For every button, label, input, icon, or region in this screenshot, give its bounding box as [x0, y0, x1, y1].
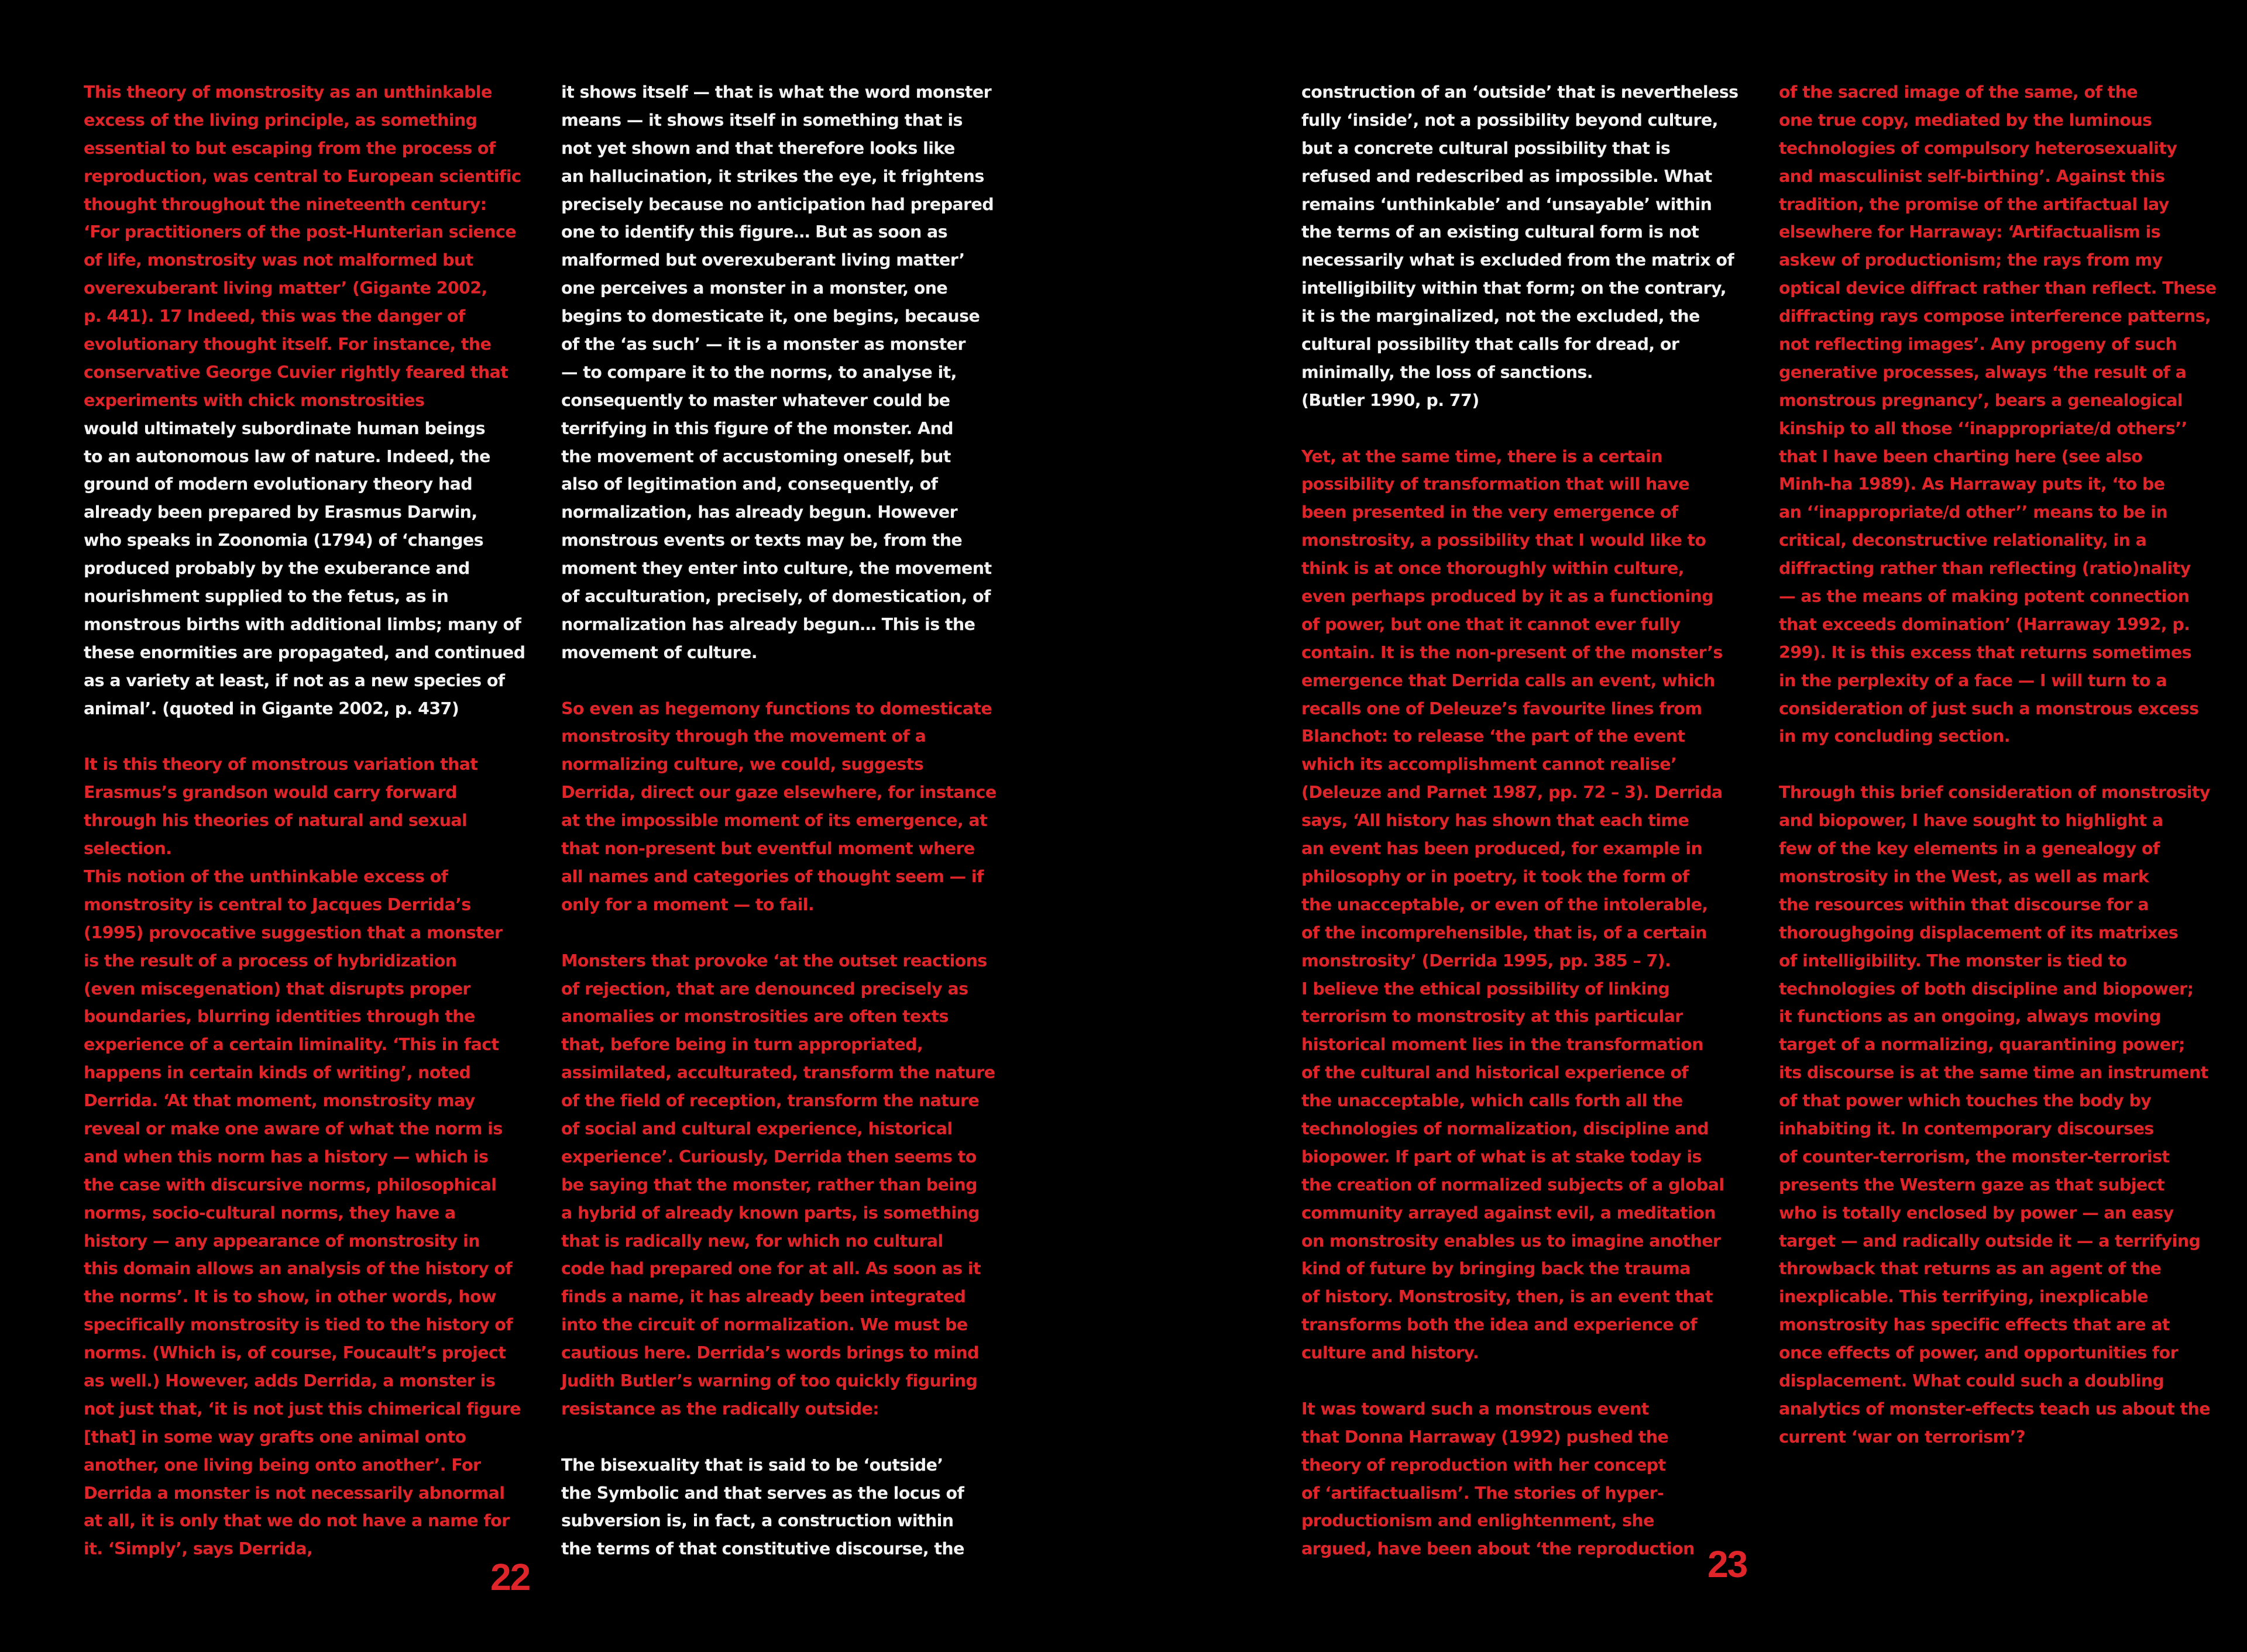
text-line: as a variety at least, if not as a new species of — [84, 670, 505, 690]
text-line: into the circuit of normalization. We must be — [561, 1315, 968, 1335]
text-line: emergence that Derrida calls an event, which — [1301, 670, 1715, 690]
text-line: code had prepared one for at all. As soon as it — [561, 1259, 981, 1279]
text-line: transforms both the idea and experience of — [1301, 1315, 1698, 1335]
page-23-column-1 — [1301, 78, 1738, 1563]
text-line: experience of a certain liminality. ‘This in fact — [84, 1035, 499, 1055]
text-line: moment they enter into culture, the movement — [561, 559, 992, 579]
text-line: which its accomplishment cannot realise’ — [1301, 755, 1677, 775]
text-line: reproduction, was central to European scientific — [84, 166, 521, 186]
text-line: tradition, the promise of the artifactual lay — [1779, 194, 2169, 214]
text-line: reveal or make one aware of what the norm is — [84, 1118, 503, 1138]
text-line: history — any appearance of monstrosity in — [84, 1231, 480, 1251]
text-line: animal’. (quoted in Gigante 2002, p. 437) — [84, 698, 459, 718]
text-line: also of legitimation and, consequently, of — [561, 474, 938, 494]
text-line: assimilated, acculturated, transform the nature — [561, 1063, 995, 1083]
text-line: Through this brief consideration of monstrosity — [1779, 783, 2210, 803]
text-line: normalization, has already begun. However — [561, 503, 958, 522]
text-line: This notion of the unthinkable excess of — [84, 866, 448, 886]
text-line: the terms of that constitutive discourse, the — [561, 1539, 964, 1559]
text-line: — to compare it to the norms, to analyse it, — [561, 362, 957, 382]
text-line: is the result of a process of hybridization — [84, 951, 457, 970]
text-line: inexplicable. This terrifying, inexplicable — [1779, 1287, 2149, 1307]
text-line: recalls one of Deleuze’s favourite lines from — [1301, 698, 1702, 718]
text-line: remains ‘unthinkable’ and ‘unsayable’ within — [1301, 194, 1712, 214]
text-line: of acculturation, precisely, of domestication, of — [561, 587, 991, 607]
text-line: that non-present but eventful moment where — [561, 839, 975, 859]
text-line: that exceeds domination’ (Harraway 1992, p. — [1779, 614, 2190, 634]
text-line: a hybrid of already known parts, is something — [561, 1203, 980, 1223]
text-line: technologies of normalization, discipline and — [1301, 1118, 1709, 1138]
text-line: of the sacred image of the same, of the — [1779, 82, 2138, 102]
text-line: through his theories of natural and sexual — [84, 811, 468, 831]
text-line: displacement. What could such a doubling — [1779, 1371, 2164, 1391]
text-line: diffracting rays compose interference patterns, — [1779, 307, 2211, 326]
text-line: (Deleuze and Parnet 1987, pp. 72 – 3). Derrida — [1301, 783, 1723, 803]
text-line: in the perplexity of a face — I will turn to a — [1779, 670, 2167, 690]
text-line: at all, it is only that we do not have a name for — [84, 1511, 510, 1531]
text-line: Erasmus’s grandson would carry forward — [84, 783, 457, 803]
text-line: optical device diffract rather than reflect. These — [1779, 278, 2217, 298]
text-line: terrifying in this figure of the monster. And — [561, 418, 953, 438]
text-line: of history. Monstrosity, then, is an event that — [1301, 1287, 1713, 1307]
text-line: the norms’. It is to show, in other words, how — [84, 1287, 496, 1307]
text-line: on monstrosity enables us to imagine another — [1301, 1231, 1721, 1251]
text-line: it is the marginalized, not the excluded, the — [1301, 307, 1700, 326]
text-line: been presented in the very emergence of — [1301, 503, 1678, 522]
text-line: This theory of monstrosity as an unthinkable — [84, 82, 492, 102]
text-line: of counter-terrorism, the monster-terrorist — [1779, 1147, 2170, 1166]
text-line: monstrosity, a possibility that I would like to — [1301, 531, 1706, 550]
text-line: says, ‘All history has shown that each time — [1301, 811, 1689, 831]
text-line: philosophy or in poetry, it took the form of — [1301, 866, 1689, 886]
text-line: an hallucination, it strikes the eye, it frightens — [561, 166, 984, 186]
text-line: but a concrete cultural possibility that is — [1301, 138, 1671, 158]
page-number-left: 22 — [490, 1556, 530, 1598]
text-line: the movement of accustoming oneself, but — [561, 446, 951, 466]
text-line: norms, socio-cultural norms, they have a — [84, 1203, 456, 1223]
text-line: Derrida a monster is not necessarily abnormal — [84, 1483, 505, 1503]
text-line: diffracting rather than reflecting (ratio)nality — [1779, 559, 2191, 579]
text-line: consequently to master whatever could be — [561, 390, 950, 410]
text-line: Judith Butler’s warning of too quickly figuring — [561, 1371, 978, 1391]
text-line: of rejection, that are denounced precisely as — [561, 979, 968, 999]
text-line: elsewhere for Harraway: ‘Artifactualism is — [1779, 222, 2160, 242]
text-line: an event has been produced, for example in — [1301, 839, 1703, 859]
text-line: excess of the living principle, as something — [84, 110, 477, 130]
text-line: not reflecting images’. Any progeny of such — [1779, 335, 2177, 355]
text-line: construction of an ‘outside’ that is nevertheless — [1301, 82, 1738, 102]
text-line: not just that, ‘it is not just this chimerical figure — [84, 1399, 521, 1419]
text-line: Derrida, direct our gaze elsewhere, for instance — [561, 783, 997, 803]
text-line: these enormities are propagated, and continued — [84, 642, 525, 662]
text-line: target of a normalizing, quarantining power; — [1779, 1035, 2185, 1055]
text-line: think is at once thoroughly within culture, — [1301, 559, 1684, 579]
text-line: It is this theory of monstrous variation that — [84, 755, 478, 775]
text-line: of social and cultural experience, historical — [561, 1118, 953, 1138]
text-line: this domain allows an analysis of the history of — [84, 1259, 513, 1279]
text-line: p. 441). 17 Indeed, this was the danger of — [84, 307, 465, 326]
paragraph-gap — [561, 919, 956, 947]
text-line: one to identify this figure… But as soon as — [561, 222, 947, 242]
text-line: not yet shown and that therefore looks like — [561, 138, 955, 158]
text-line: the unacceptable, or even of the intolerable, — [1301, 894, 1708, 914]
text-line: even perhaps produced by it as a functioning — [1301, 587, 1713, 607]
text-line: and biopower, I have sought to highlight a — [1779, 811, 2163, 831]
text-line: all names and categories of thought seem — if — [561, 866, 984, 886]
text-line: Derrida. ‘At that moment, monstrosity may — [84, 1091, 475, 1111]
text-line: would ultimately subordinate human beings — [84, 418, 486, 438]
text-line: produced probably by the exuberance and — [84, 559, 470, 579]
text-line: of life, monstrosity was not malformed but — [84, 250, 473, 270]
page-number-right: 23 — [1707, 1543, 1747, 1585]
text-line: boundaries, blurring identities through the — [84, 1007, 475, 1027]
text-line: normalization has already begun… This is the — [561, 614, 975, 634]
text-line: precisely because no anticipation had prepared — [561, 194, 994, 214]
text-line: malformed but overexuberant living matter’ — [561, 250, 965, 270]
text-line: current ‘war on terrorism’? — [1779, 1427, 2025, 1447]
text-line: Blanchot: to release ‘the part of the event — [1301, 727, 1685, 746]
text-line: possibility of transformation that will have — [1301, 474, 1689, 494]
text-line: in my concluding section. — [1779, 727, 2010, 746]
text-line: once effects of power, and opportunities for — [1779, 1343, 2179, 1363]
text-line: throwback that returns as an agent of the — [1779, 1259, 2162, 1279]
text-line: one perceives a monster in a monster, one — [561, 278, 948, 298]
text-line: anomalies or monstrosities are often texts — [561, 1007, 949, 1027]
paragraph-gap — [561, 1423, 956, 1451]
text-line: norms. (Which is, of course, Foucault’s project — [84, 1343, 506, 1363]
paragraph-gap — [1301, 415, 1696, 443]
text-line: an ‘‘inappropriate/d other’’ means to be in — [1779, 503, 2168, 522]
text-line: its discourse is at the same time an instrument — [1779, 1063, 2208, 1083]
text-line: it functions as an ongoing, always moving — [1779, 1007, 2161, 1027]
text-line: Yet, at the same time, there is a certain — [1301, 446, 1662, 466]
text-line: monstrosity in the West, as well as mark — [1779, 866, 2149, 886]
text-line: cautious here. Derrida’s words brings to mind — [561, 1343, 979, 1363]
text-line: experience’. Curiously, Derrida then seems to — [561, 1147, 977, 1166]
text-line: the creation of normalized subjects of a global — [1301, 1175, 1724, 1195]
text-line: inhabiting it. In contemporary discourses — [1779, 1118, 2154, 1138]
text-line: experiments with chick monstrosities — [84, 390, 425, 410]
text-line: and masculinist self-birthing’. Against this — [1779, 166, 2165, 186]
page-22-column-2 — [561, 78, 997, 1563]
text-line: another, one living being onto another’. For — [84, 1455, 481, 1475]
text-line: essential to but escaping from the process of — [84, 138, 496, 158]
text-line: presents the Western gaze as that subject — [1779, 1175, 2164, 1195]
text-line: consideration of just such a monstrous excess — [1779, 698, 2199, 718]
text-line: of the ‘as such’ — it is a monster as monster — [561, 335, 966, 355]
text-line: So even as hegemony functions to domesticate — [561, 698, 992, 718]
text-line: of that power which touches the body by — [1779, 1091, 2152, 1111]
text-line: movement of culture. — [561, 642, 758, 662]
text-line: terrorism to monstrosity at this particular — [1301, 1007, 1683, 1027]
text-line: monstrous births with additional limbs; many of — [84, 614, 521, 634]
text-line: of the cultural and historical experience of — [1301, 1063, 1689, 1083]
text-line: It was toward such a monstrous event — [1301, 1399, 1649, 1419]
text-line: Monsters that provoke ‘at the outset reactions — [561, 951, 987, 970]
paragraph-gap — [1779, 751, 2174, 779]
text-line: overexuberant living matter’ (Gigante 2002, — [84, 278, 487, 298]
page-23-column-2 — [1779, 78, 2217, 1451]
text-line: conservative George Cuvier rightly feared that — [84, 362, 509, 382]
text-line: askew of productionism; the rays from my — [1779, 250, 2163, 270]
text-line: the Symbolic and that serves as the locus of — [561, 1483, 964, 1503]
text-line: evolutionary thought itself. For instance, the — [84, 335, 492, 355]
text-line: technologies of both discipline and biopower; — [1779, 979, 2194, 999]
text-line: contain. It is the non-present of the monster’s — [1301, 642, 1723, 662]
text-line: that, before being in turn appropriated, — [561, 1035, 923, 1055]
text-line: (even miscegenation) that disrupts proper — [84, 979, 470, 999]
text-line: monstrosity’ (Derrida 1995, pp. 385 – 7). — [1301, 951, 1671, 970]
text-line: thought throughout the nineteenth century: — [84, 194, 487, 214]
text-line: finds a name, it has already been integrated — [561, 1287, 966, 1307]
text-line: specifically monstrosity is tied to the history of — [84, 1315, 513, 1335]
text-line: The bisexuality that is said to be ‘outside’ — [561, 1455, 943, 1475]
page-22-column-1 — [84, 78, 525, 1563]
text-line: cultural possibility that calls for dread, or — [1301, 335, 1679, 355]
text-line: historical moment lies in the transformation — [1301, 1035, 1703, 1055]
text-line: that I have been charting here (see also — [1779, 446, 2143, 466]
text-line: ground of modern evolutionary theory had — [84, 474, 473, 494]
text-line: I believe the ethical possibility of linking — [1301, 979, 1670, 999]
text-line: of power, but one that it cannot ever fully — [1301, 614, 1681, 634]
text-line: few of the key elements in a genealogy of — [1779, 839, 2160, 859]
text-line: monstrosity is central to Jacques Derrida’s — [84, 894, 471, 914]
text-line: refused and redescribed as impossible. What — [1301, 166, 1712, 186]
text-line: monstrosity has specific effects that are at — [1779, 1315, 2170, 1335]
text-line: at the impossible moment of its emergence, at — [561, 811, 988, 831]
text-line: culture and history. — [1301, 1343, 1479, 1363]
text-line: (Butler 1990, p. 77) — [1301, 390, 1479, 410]
text-line: the case with discursive norms, philosophical — [84, 1175, 497, 1195]
text-line: resistance as the radically outside: — [561, 1399, 879, 1419]
text-line: happens in certain kinds of writing’, noted — [84, 1063, 471, 1083]
text-line: begins to domesticate it, one begins, because — [561, 307, 980, 326]
text-line: monstrous events or texts may be, from the — [561, 531, 963, 550]
paragraph-gap — [84, 722, 479, 751]
text-line: biopower. If part of what is at stake today is — [1301, 1147, 1702, 1166]
text-line: necessarily what is excluded from the matrix of — [1301, 250, 1734, 270]
text-line: fully ‘inside’, not a possibility beyond culture, — [1301, 110, 1718, 130]
text-line: (1995) provocative suggestion that a monster — [84, 923, 503, 942]
text-line: as well.) However, adds Derrida, a monster is — [84, 1371, 496, 1391]
text-line: of the field of reception, transform the nature — [561, 1091, 980, 1111]
text-line: of the incomprehensible, that is, of a certain — [1301, 923, 1707, 942]
text-line: and when this norm has a history — which is — [84, 1147, 489, 1166]
text-line: it. ‘Simply’, says Derrida, — [84, 1539, 313, 1559]
text-line: productionism and enlightenment, she — [1301, 1511, 1654, 1531]
text-line: one true copy, mediated by the luminous — [1779, 110, 2152, 130]
text-line: that is radically new, for which no cultural — [561, 1231, 943, 1251]
text-line: ‘For practitioners of the post-Hunterian science — [84, 222, 516, 242]
text-line: normalizing culture, we could, suggests — [561, 755, 924, 775]
text-line: already been prepared by Erasmus Darwin, — [84, 503, 477, 522]
text-line: generative processes, always ‘the result of a — [1779, 362, 2187, 382]
paragraph-gap — [1301, 1367, 1696, 1395]
text-line: the terms of an existing cultural form is not — [1301, 222, 1699, 242]
text-line: Minh-ha 1989). As Harraway puts it, ‘to be — [1779, 474, 2165, 494]
text-line: monstrous pregnancy’, bears a genealogical — [1779, 390, 2183, 410]
text-line: means — it shows itself in something that is — [561, 110, 963, 130]
text-line: to an autonomous law of nature. Indeed, the — [84, 446, 490, 466]
text-line: critical, deconstructive relationality, in a — [1779, 531, 2147, 550]
text-line: — as the means of making potent connection — [1779, 587, 2190, 607]
text-line: kinship to all those ‘‘inappropriate/d others’’ — [1779, 418, 2187, 438]
paragraph-gap — [561, 667, 956, 695]
text-line: be saying that the monster, rather than being — [561, 1175, 977, 1195]
text-line: of intelligibility. The monster is tied to — [1779, 951, 2127, 970]
text-line: monstrosity through the movement of a — [561, 727, 926, 746]
text-line: who speaks in Zoonomia (1794) of ‘changes — [84, 531, 484, 550]
text-line: technologies of compulsory heterosexuality — [1779, 138, 2177, 158]
text-line: subversion is, in fact, a construction within — [561, 1511, 954, 1531]
text-line: community arrayed against evil, a meditation — [1301, 1203, 1716, 1223]
text-line: it shows itself — that is what the word monster — [561, 82, 992, 102]
text-line: the unacceptable, which calls forth all the — [1301, 1091, 1683, 1111]
text-line: target — and radically outside it — a terrifying — [1779, 1231, 2201, 1251]
text-line: selection. — [84, 839, 172, 859]
text-line: the resources within that discourse for a — [1779, 894, 2149, 914]
text-line: argued, have been about ‘the reproduction — [1301, 1539, 1695, 1559]
text-line: kind of future by bringing back the trauma — [1301, 1259, 1691, 1279]
text-line: that Donna Harraway (1992) pushed the — [1301, 1427, 1669, 1447]
text-line: nourishment supplied to the fetus, as in — [84, 587, 449, 607]
text-line: thoroughgoing displacement of its matrixes — [1779, 923, 2179, 942]
text-line: who is totally enclosed by power — an easy — [1779, 1203, 2174, 1223]
text-line: minimally, the loss of sanctions. — [1301, 362, 1593, 382]
text-line: [that] in some way grafts one animal onto — [84, 1427, 466, 1447]
text-line: only for a moment — to fail. — [561, 894, 815, 914]
text-line: theory of reproduction with her concept — [1301, 1455, 1666, 1475]
text-line: intelligibility within that form; on the contrary, — [1301, 278, 1726, 298]
text-line: 299). It is this excess that returns sometimes — [1779, 642, 2191, 662]
text-line: analytics of monster-effects teach us about the — [1779, 1399, 2210, 1419]
text-line: of ‘artifactualism’. The stories of hyper- — [1301, 1483, 1664, 1503]
